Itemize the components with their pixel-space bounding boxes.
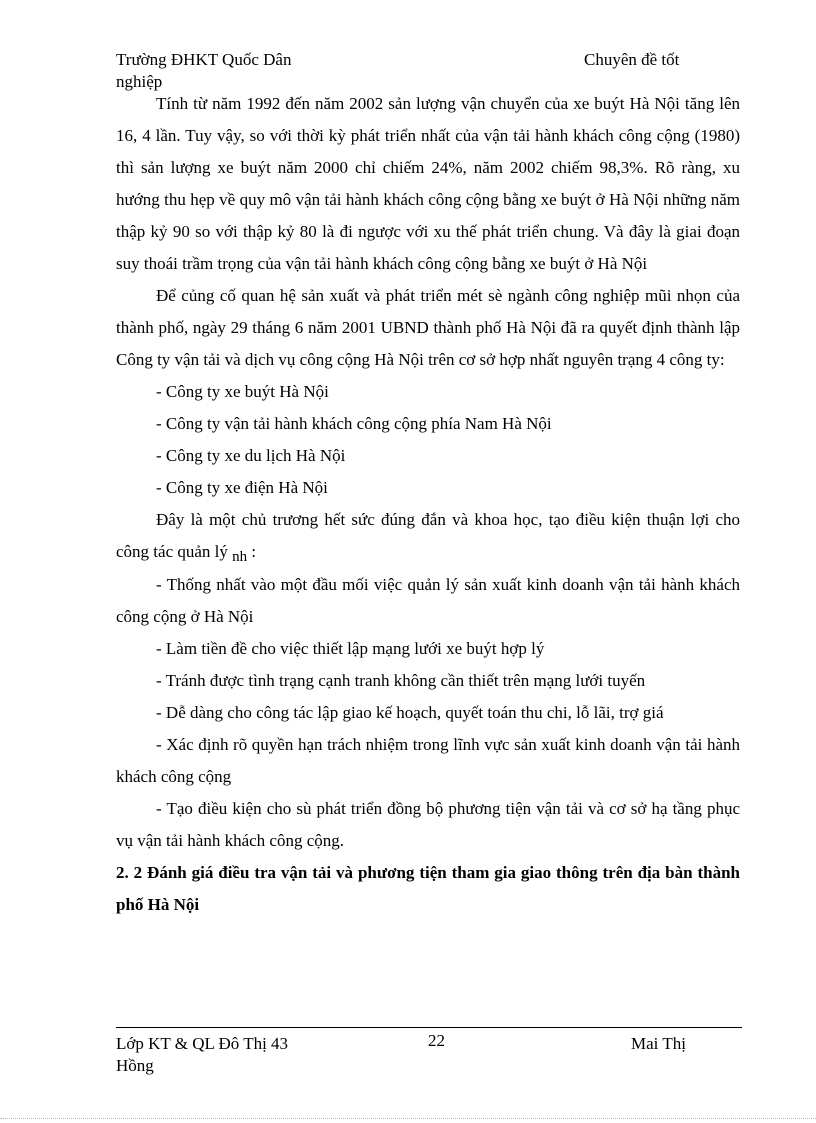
- footer-class-line2: Hồng: [116, 1056, 154, 1075]
- list-item: - Thống nhất vào một đầu mối việc quản lý sản xuất kinh doanh vận tải hành khách công cộng ở Hà Nội: [116, 575, 740, 626]
- footer-author: Mai Thị: [631, 1034, 686, 1053]
- list-item: - Làm tiền đề cho việc thiết lập mạng lưới xe buýt hợp lý: [156, 639, 545, 658]
- document-body: [116, 88, 740, 921]
- list-item: - Dễ dàng cho công tác lập giao kế hoạch, quyết toán thu chi, lỗ lãi, trợ giá: [156, 703, 664, 722]
- paragraph-1: Tính từ năm 1992 đến năm 2002 sản lượng vận chuyển của xe buýt Hà Nội tăng lên 16, 4 lần. Tuy vậy, so với thời kỳ phát triển nhất của vận tải hành khách công cộng (1980) thì sản lượng xe buýt năm 2000 chỉ chiếm 24%, năm 2002 chiếm 98,3%. Rõ ràng, xu hướng thu hẹp về quy mô vận tải hành khách công cộng bằng xe buýt ở Hà Nội những năm thập kỷ 90 so với thập kỷ 80 là đi ngược với xu thế phát triển chung. Và đây là giai đoạn suy thoái trầm trọng của vận tải hành khách công cộng bằng xe buýt ở Hà Nội: [116, 94, 740, 273]
- footer-divider: [116, 1027, 742, 1028]
- list-item: - Công ty xe du lịch Hà Nội: [156, 446, 346, 465]
- page-edge-line: [0, 1118, 816, 1119]
- paragraph-3-subscript: nh: [232, 549, 248, 565]
- header-school-line2: nghiệp: [116, 72, 163, 91]
- footer-class-line1: Lớp KT & QL Đô Thị 43: [116, 1034, 289, 1053]
- list-item: - Tạo điều kiện cho sù phát triển đồng bộ phương tiện vận tải và cơ sở hạ tầng phục vụ vận tải hành khách công cộng.: [116, 799, 740, 850]
- page-number: 22: [428, 1031, 445, 1050]
- footer-class: [116, 1033, 336, 1077]
- header-title: Chuyên đề tốt: [584, 50, 680, 69]
- paragraph-2: Để củng cố quan hệ sản xuất và phát triển mét sè ngành công nghiệp mũi nhọn của thành phố, ngày 29 tháng 6 năm 2001 UBND thành phố Hà Nội đã ra quyết định thành lập Công ty vận tải và dịch vụ công cộng Hà Nội trên cơ sở hợp nhất nguyên trạng 4 công ty:: [116, 286, 740, 369]
- list-item: - Công ty vận tải hành khách công cộng phía Nam Hà Nội: [156, 414, 552, 433]
- section-heading: 2. 2 Đánh giá điều tra vận tải và phương tiện tham gia giao thông trên địa bàn thành phố Hà Nội: [116, 863, 740, 914]
- paragraph-3: [116, 504, 740, 569]
- list-item: - Công ty xe điện Hà Nội: [156, 478, 328, 497]
- company-list: [116, 376, 740, 504]
- paragraph-3-text: Đây là một chủ trương hết sức đúng đắn và khoa học, tạo điều kiện thuận lợi cho công tác quản lý: [116, 510, 740, 561]
- paragraph-3-colon: :: [247, 542, 257, 561]
- benefit-list: [116, 569, 740, 857]
- header-school-line1: Trường ĐHKT Quốc Dân: [116, 50, 292, 69]
- list-item: - Công ty xe buýt Hà Nội: [156, 382, 329, 401]
- list-item: - Xác định rõ quyền hạn trách nhiệm trong lĩnh vực sản xuất kinh doanh vận tải hành khách công cộng: [116, 735, 740, 786]
- list-item: - Tránh được tình trạng cạnh tranh không cần thiết trên mạng lưới tuyến: [156, 671, 646, 690]
- header-school: [116, 49, 376, 93]
